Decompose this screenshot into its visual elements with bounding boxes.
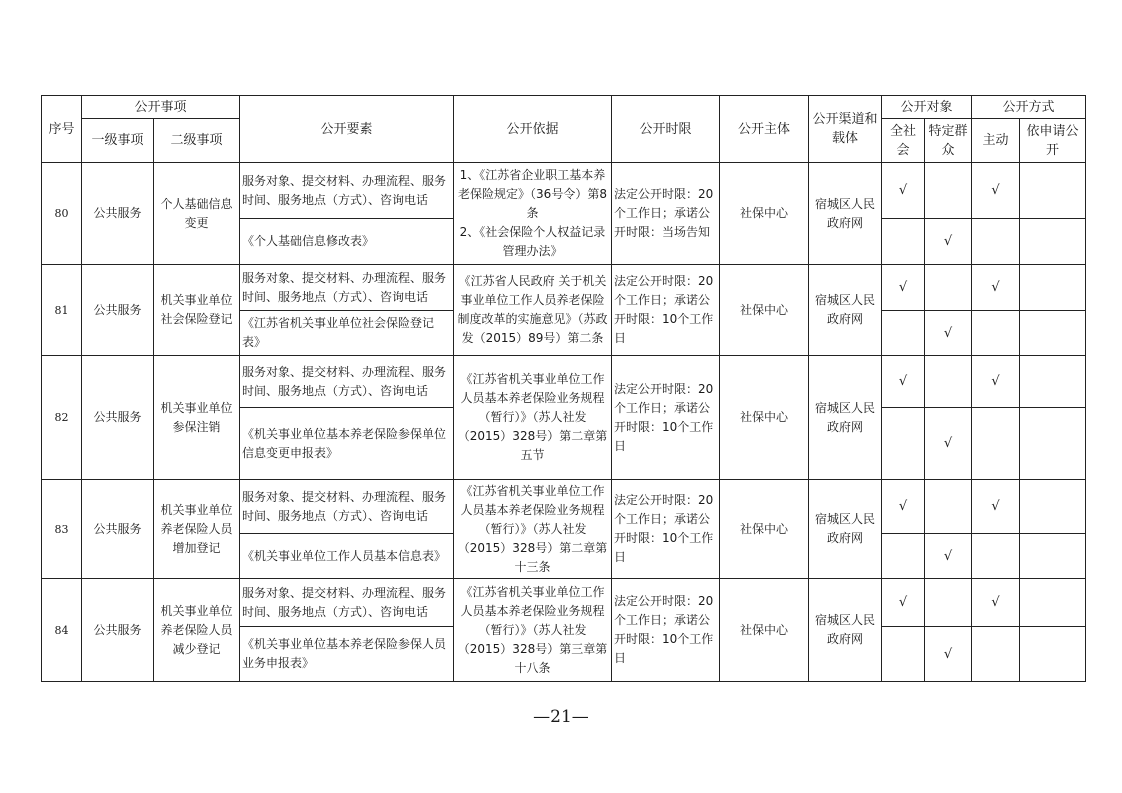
check-target-all: √ bbox=[882, 163, 925, 219]
check-target-all bbox=[882, 534, 925, 579]
row-element-a: 服务对象、提交材料、办理流程、服务时间、服务地点（方式）、咨询电话 bbox=[240, 163, 454, 219]
row-channel: 宿城区人民政府网 bbox=[809, 356, 882, 480]
row-seq: 83 bbox=[42, 480, 82, 579]
row-element-b: 《个人基础信息修改表》 bbox=[240, 219, 454, 265]
row-basis: 《江苏省机关事业单位工作人员基本养老保险业务规程（暂行）》（苏人社发（2015）328号）第二章第十三条 bbox=[454, 480, 612, 579]
row-seq: 81 bbox=[42, 265, 82, 356]
check-method-active: √ bbox=[972, 480, 1020, 534]
row-level2: 机关事业单位养老保险人员增加登记 bbox=[154, 480, 240, 579]
row-time-limit: 法定公开时限：20个工作日；承诺公开时限：10个工作日 bbox=[612, 356, 720, 480]
row-basis: 《江苏省机关事业单位工作人员基本养老保险业务规程（暂行）》（苏人社发（2015）328号）第二章第五节 bbox=[454, 356, 612, 480]
table-row bbox=[42, 265, 1086, 311]
row-level1: 公共服务 bbox=[82, 579, 154, 682]
check-method-active: √ bbox=[972, 163, 1020, 219]
header-basis: 公开依据 bbox=[454, 96, 612, 163]
row-element-a: 服务对象、提交材料、办理流程、服务时间、服务地点（方式）、咨询电话 bbox=[240, 265, 454, 311]
check-target-specific bbox=[925, 265, 972, 311]
check-target-all: √ bbox=[882, 579, 925, 627]
header-item: 公开事项 bbox=[82, 96, 240, 119]
check-target-specific: √ bbox=[925, 311, 972, 356]
row-time-limit: 法定公开时限：20个工作日；承诺公开时限：当场告知 bbox=[612, 163, 720, 265]
header-target-specific: 特定群众 bbox=[925, 119, 972, 163]
row-seq: 82 bbox=[42, 356, 82, 480]
check-method-active bbox=[972, 311, 1020, 356]
check-target-all bbox=[882, 311, 925, 356]
check-method-request bbox=[1020, 219, 1086, 265]
row-level2: 机关事业单位养老保险人员减少登记 bbox=[154, 579, 240, 682]
header-target: 公开对象 bbox=[882, 96, 972, 119]
check-target-all bbox=[882, 408, 925, 480]
check-method-active bbox=[972, 219, 1020, 265]
check-method-request bbox=[1020, 265, 1086, 311]
check-target-all bbox=[882, 219, 925, 265]
header-time-limit: 公开时限 bbox=[612, 96, 720, 163]
check-target-specific bbox=[925, 163, 972, 219]
check-method-request bbox=[1020, 163, 1086, 219]
row-channel: 宿城区人民政府网 bbox=[809, 480, 882, 579]
header-target-all: 全社会 bbox=[882, 119, 925, 163]
header-method-request: 依申请公开 bbox=[1020, 119, 1086, 163]
check-method-request bbox=[1020, 579, 1086, 627]
check-method-request bbox=[1020, 311, 1086, 356]
check-target-specific bbox=[925, 356, 972, 408]
check-target-all: √ bbox=[882, 480, 925, 534]
row-element-a: 服务对象、提交材料、办理流程、服务时间、服务地点（方式）、咨询电话 bbox=[240, 480, 454, 534]
check-target-all: √ bbox=[882, 265, 925, 311]
row-seq: 80 bbox=[42, 163, 82, 265]
row-level2: 机关事业单位参保注销 bbox=[154, 356, 240, 480]
row-element-a: 服务对象、提交材料、办理流程、服务时间、服务地点（方式）、咨询电话 bbox=[240, 579, 454, 627]
check-target-all bbox=[882, 627, 925, 682]
row-subject: 社保中心 bbox=[720, 265, 809, 356]
check-target-specific: √ bbox=[925, 408, 972, 480]
row-element-b: 《机关事业单位工作人员基本信息表》 bbox=[240, 534, 454, 579]
disclosure-table bbox=[41, 95, 1086, 682]
check-target-all: √ bbox=[882, 356, 925, 408]
check-method-request bbox=[1020, 408, 1086, 480]
check-target-specific bbox=[925, 579, 972, 627]
row-subject: 社保中心 bbox=[720, 579, 809, 682]
row-channel: 宿城区人民政府网 bbox=[809, 163, 882, 265]
row-level1: 公共服务 bbox=[82, 265, 154, 356]
table-row bbox=[42, 163, 1086, 219]
row-element-b: 《机关事业单位基本养老保险参保人员业务申报表》 bbox=[240, 627, 454, 682]
row-element-b: 《机关事业单位基本养老保险参保单位信息变更申报表》 bbox=[240, 408, 454, 480]
check-method-active bbox=[972, 534, 1020, 579]
row-level1: 公共服务 bbox=[82, 163, 154, 265]
header-level1: 一级事项 bbox=[82, 119, 154, 163]
row-time-limit: 法定公开时限：20个工作日；承诺公开时限：10个工作日 bbox=[612, 265, 720, 356]
row-basis: 《江苏省人民政府 关于机关事业单位工作人员养老保险制度改革的实施意见》（苏政发（2015）89号）第二条 bbox=[454, 265, 612, 356]
check-method-active: √ bbox=[972, 356, 1020, 408]
check-method-request bbox=[1020, 356, 1086, 408]
row-channel: 宿城区人民政府网 bbox=[809, 265, 882, 356]
check-target-specific bbox=[925, 480, 972, 534]
header-method-active: 主动 bbox=[972, 119, 1020, 163]
row-level2: 个人基础信息变更 bbox=[154, 163, 240, 265]
row-subject: 社保中心 bbox=[720, 163, 809, 265]
row-time-limit: 法定公开时限：20个工作日；承诺公开时限：10个工作日 bbox=[612, 480, 720, 579]
row-seq: 84 bbox=[42, 579, 82, 682]
page-number: —21— bbox=[533, 707, 589, 727]
header-level2: 二级事项 bbox=[154, 119, 240, 163]
row-element-a: 服务对象、提交材料、办理流程、服务时间、服务地点（方式）、咨询电话 bbox=[240, 356, 454, 408]
header-subject: 公开主体 bbox=[720, 96, 809, 163]
header-channel: 公开渠道和载体 bbox=[809, 96, 882, 163]
header-elements: 公开要素 bbox=[240, 96, 454, 163]
check-target-specific: √ bbox=[925, 534, 972, 579]
row-time-limit: 法定公开时限：20个工作日；承诺公开时限：10个工作日 bbox=[612, 579, 720, 682]
table-row bbox=[42, 480, 1086, 534]
row-subject: 社保中心 bbox=[720, 480, 809, 579]
table-row bbox=[42, 356, 1086, 408]
check-method-request bbox=[1020, 627, 1086, 682]
row-level1: 公共服务 bbox=[82, 480, 154, 579]
row-basis: 1、《江苏省企业职工基本养老保险规定》（36号令）第8条 2、《社会保险个人权益记录管理办法》 bbox=[454, 163, 612, 265]
header-seq: 序号 bbox=[42, 96, 82, 163]
row-level1: 公共服务 bbox=[82, 356, 154, 480]
row-subject: 社保中心 bbox=[720, 356, 809, 480]
row-channel: 宿城区人民政府网 bbox=[809, 579, 882, 682]
check-method-active bbox=[972, 627, 1020, 682]
row-basis: 《江苏省机关事业单位工作人员基本养老保险业务规程（暂行）》（苏人社发（2015）328号）第三章第十八条 bbox=[454, 579, 612, 682]
check-method-active: √ bbox=[972, 579, 1020, 627]
row-element-b: 《江苏省机关事业单位社会保险登记表》 bbox=[240, 311, 454, 356]
row-level2: 机关事业单位社会保险登记 bbox=[154, 265, 240, 356]
check-method-active: √ bbox=[972, 265, 1020, 311]
table-row bbox=[42, 579, 1086, 627]
check-method-request bbox=[1020, 534, 1086, 579]
check-method-request bbox=[1020, 480, 1086, 534]
header-method: 公开方式 bbox=[972, 96, 1086, 119]
check-method-active bbox=[972, 408, 1020, 480]
check-target-specific: √ bbox=[925, 219, 972, 265]
check-target-specific: √ bbox=[925, 627, 972, 682]
